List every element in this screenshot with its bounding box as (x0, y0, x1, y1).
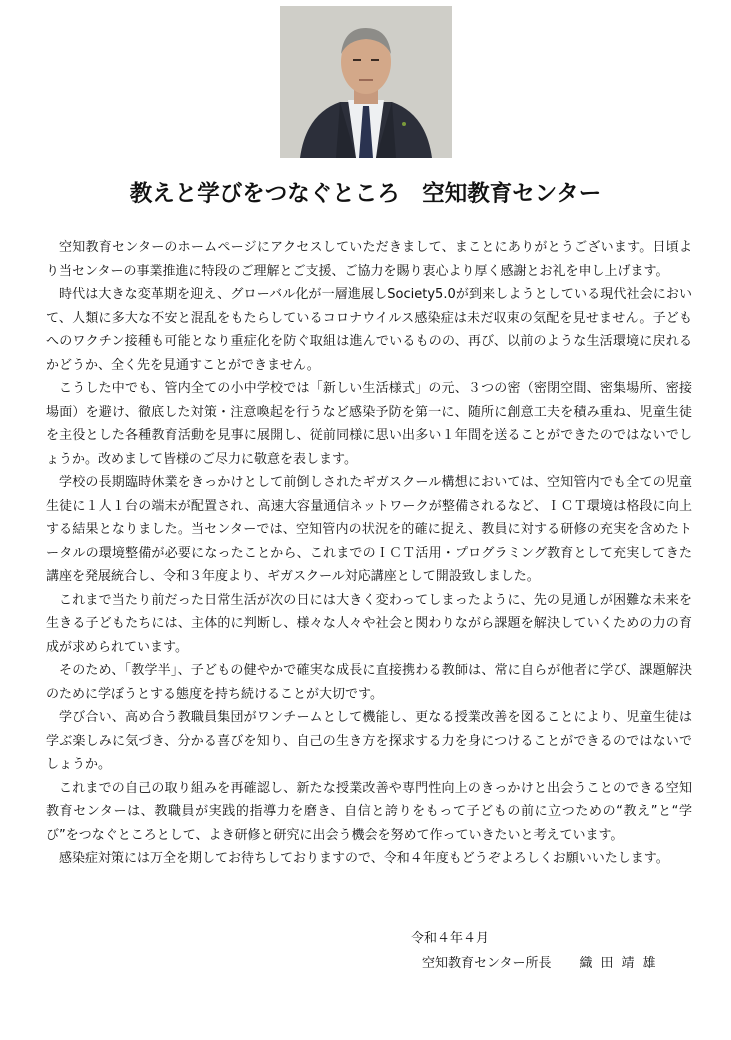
paragraph: 学び合い、高め合う教職員集団がワンチームとして機能し、更なる授業改善を図ることにより、児童生徒は学ぶ楽しみに気づき、分かる喜びを知り、自己の生き方を探求する力を身につけることができるのではないでしょうか。 (46, 710, 692, 772)
paragraph: こうした中でも、管内全ての小中学校では「新しい生活様式」の元、３つの密（密閉空間、密集場所、密接場面）を避け、徹底した対策・注意喚起を行うなど感染予防を第一に、随所に創意工夫を積み重ね、児童生徒を主役とした各種教育活動を見事に展開し、従前同様に思い出多い１年間を送ることができたのではないでしょうか。改めまして皆様のご尽力に敬意を表します。 (46, 381, 692, 467)
greeting-message (46, 236, 692, 871)
paragraph: これまでの自己の取り組みを再確認し、新たな授業改善や専門性向上のきっかけと出会うことのできる空知教育センターは、教職員が実践的指導力を磨き、自信と誇りをもって子どもの前に立つための“教え”と“学び”をつなぐところとして、よき研修と研究に出会う機会を努めて作っていきたいと考えています。 (46, 780, 692, 843)
director-portrait-photo (280, 6, 452, 158)
paragraph: これまで当たり前だった日常生活が次の日には大きく変わってしまったように、先の見通しが困難な未来を生きる子どもたちには、主体的に判断し、様々な人々や社会と関わりながら課題を解決していくための力の育成が求められています。 (46, 592, 692, 655)
page-title: 教えと学びをつなぐところ 空知教育センター (129, 181, 602, 207)
signature-name: 織田靖雄 (579, 956, 664, 971)
paragraph: 時代は大きな変革期を迎え、グローバル化が一層進展しSociety5.0が到来しようとしている現代社会において、人類に多大な不安と混乱をもたらしているコロナウイルス感染症は未だ収束の気配を見せません。子どもへのワクチン接種も可能となり重症化を防ぐ取組は進んでいるものの、再び、以前のような生活環境に戻れるかどうか、全く先を見通すことができません。 (46, 287, 692, 373)
portrait-photo-icon (280, 6, 452, 158)
paragraph: 感染症対策には万全を期してお待ちしておりますので、令和４年度もどうぞよろしくお願いいたします。 (59, 851, 669, 866)
paragraph: 空知教育センターのホームページにアクセスしていただきまして、まことにありがとうございます。日頃より当センターの事業推進に特段のご理解とご支援、ご協力を賜り衷心より厚く感謝とお礼を申し上げます。 (46, 240, 692, 279)
signature-line (422, 952, 664, 971)
paragraph: 学校の長期臨時休業をきっかけとして前倒しされたギガスクール構想においては、空知管内でも全ての児童生徒に１人１台の端末が配置され、高速大容量通信ネットワークが整備されるなど、ＩＣＴ環境は格段に向上する結果となりました。当センターでは、空知管内の状況を的確に捉え、教員に対する研修の充実を含めたトータルの環境整備が必要になったことから、これまでのＩＣＴ活用・プログラミング教育として充実してきた講座を発展統合し、令和３年度より、ギガスクール対応講座として開設致しました。 (46, 475, 692, 584)
signature-date: 令和４年４月 (411, 931, 490, 946)
signature-position: 空知教育センター所長 (422, 956, 552, 971)
paragraph: そのため、「教学半」、子どもの健やかで確実な成長に直接携わる教師は、常に自らが他者に学び、課題解決のために学ぼうとする態度を持ち続けることが大切です。 (46, 663, 692, 702)
